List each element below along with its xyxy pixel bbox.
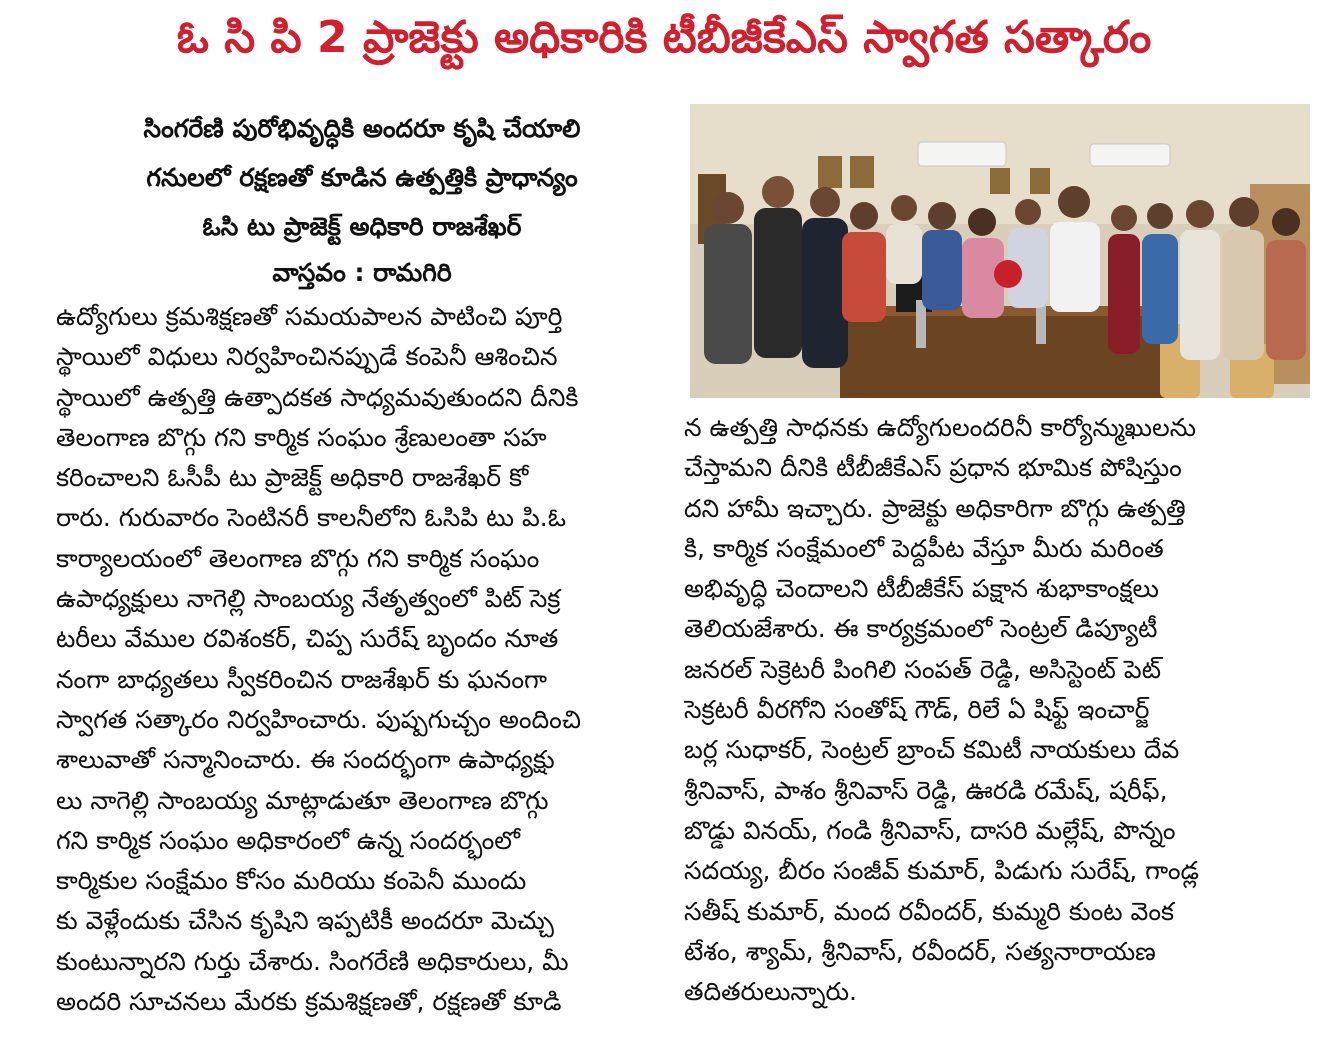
text-line: తెలియజేశారు. ఈ కార్యక్రమంలో సెంట్రల్ డిప్యూటీ [684, 614, 1158, 644]
text-line: దని హామీ ఇచ్చారు. ప్రాజెక్టు అధికారిగా బొగ్గు ఉత్పత్తి [684, 493, 1186, 523]
headline: ఓ సి పి 2 ప్రాజెక్టు అధికారికి టీబీజీకేఎస్ స్వాగత సత్కారం [176, 12, 1152, 63]
text-line: సదయ్య, బీరం సంజీవ్ కుమార్, పిడుగు సురేష్, గాండ్ల [684, 856, 1200, 886]
text-line: ఉపాధ్యక్షులు నాగెల్లి సాంబయ్య నేతృత్వంలో పిట్ సెక్ర [56, 584, 561, 614]
subheading-2: గనులలో రక్షణతో కూడిన ఉత్పత్తికి ప్రాధాన్యం [146, 163, 578, 192]
text-line: టేశం, శ్యామ్, శ్రీనివాస్, రవీందర్, సత్యనారాయణ [684, 936, 1156, 966]
text-line: తెలంగాణ బొగ్గు గని కార్మిక సంఘం శ్రేణులంతా సహ [56, 422, 547, 452]
text-line: సెక్రటరీ వీరగోని సంతోష్ గౌడ్, రిలే ఏ షిఫ్ట్ ఇంచార్జ్ [684, 695, 1150, 725]
text-line: కార్యాలయంలో తెలంగాణ బొగ్గు గని కార్మిక సంఘం [56, 543, 540, 573]
group-photo-image [690, 104, 1310, 398]
text-line: సతీష్ కుమార్, మంద రవీందర్, కుమ్మరి కుంట వెంక [684, 896, 1175, 926]
byline: వాస్తవం : రామగిరి [272, 258, 452, 287]
text-line: కరించాలని ఓసీపీ టు ప్రాజెక్ట్ అధికారి రాజశేఖర్ కో [56, 463, 529, 493]
text-line: ఉద్యోగులు క్రమశిక్షణతో సమయపాలన పాటించి పూర్తి [56, 302, 563, 331]
text-line: బర్ల సుధాకర్, సెంట్రల్ బ్రాంచ్ కమిటీ నాయకులు దేవ [684, 735, 1180, 765]
text-line: శాలువాతో సన్మానించారు. ఈ సందర్భంగా ఉపాధ్యక్షు [56, 745, 555, 775]
text-line: స్వాగత సత్కారం నిర్వహించారు. పుష్పగుచ్చం అందించి [56, 704, 582, 734]
text-line: రారు. గురువారం సెంటినరీ కాలనీలోని ఓసిపి టు పి.ఓ [56, 503, 566, 533]
text-line: బొడ్డు వినయ్, గండి శ్రీనివాస్, దాసరి మల్లేష్, పొన్నం [684, 815, 1176, 845]
right-column [684, 104, 1312, 1012]
text-line: జనరల్ సెక్రెటరీ పింగిలి సంపత్ రెడ్డి, అసిస్టెంట్ పెట్ [684, 654, 1162, 684]
text-line: లు నాగెల్లి సాంబయ్య మాట్లాడుతూ తెలంగాణ బొగ్గు [56, 785, 549, 815]
text-line: టరీలు వేముల రవిశంకర్, చిప్ప సురేష్ బృందం నూత [56, 624, 559, 654]
text-line: అందరి సూచనలు మేరకు క్రమశిక్షణతో, రక్షణతో కూడి [56, 987, 562, 1017]
text-line: కి, కార్మిక సంక్షేమంలో పెద్దపీట వేస్తూ మీరు మరింత [684, 533, 1164, 563]
text-line: స్థాయిలో విధులు నిర్వహించినప్పుడే కంపెనీ ఆశించిన [56, 342, 558, 372]
text-line: స్థాయిలో ఉత్పత్తి ఉత్పాదకత సాధ్యమవుతుందని దీనికి [56, 382, 579, 412]
article-body-right [684, 408, 1312, 1012]
text-line: కు వెళ్లేందుకు చేసిన కృషిని ఇప్పటికీ అందరూ మెచ్చు [56, 906, 554, 936]
group-photo [690, 104, 1310, 398]
subheading-3: ఓసి టు ప్రాజెక్ట్ అధికారి రాజశేఖర్ [202, 212, 522, 241]
left-column [56, 104, 668, 1022]
article-body-left [56, 297, 668, 1022]
text-line: కుంటున్నారని గుర్తు చేశారు. సింగరేణి అధికారులు, మీ [56, 946, 569, 976]
text-line: శ్రీనివాస్, పాశం శ్రీనివాస్ రెడ్డి, ఊరడి రమేష్, షరీఫ్, [684, 775, 1168, 805]
text-line: నంగా బాధ్యతలు స్వీకరించిన రాజశేఖర్ కు ఘనంగా [56, 664, 548, 694]
text-line: తదితరులున్నారు. [684, 977, 857, 1007]
text-line: గని కార్మిక సంఘం అధికారంలో ఉన్న సందర్భంలో [56, 825, 521, 855]
subheading-1: సింగరేణి పురోభివృద్ధికి అందరూ కృషి చేయాలి [143, 114, 581, 143]
text-line: అభివృద్ధి చెందాలని టీబీజీకేస్ పక్షాన శుభాకాంక్షలు [684, 574, 1159, 604]
text-line: కార్మికుల సంక్షేమం కోసం మరియు కంపెనీ ముందు [56, 866, 527, 896]
text-line: న ఉత్పత్తి సాధనకు ఉద్యోగులందరినీ కార్యోన్ముఖులను [684, 413, 1196, 442]
text-line: చేస్తామని దీనికి టీబీజీకేఎస్ ప్రధాన భూమిక పోషిస్తుం [684, 453, 1182, 483]
